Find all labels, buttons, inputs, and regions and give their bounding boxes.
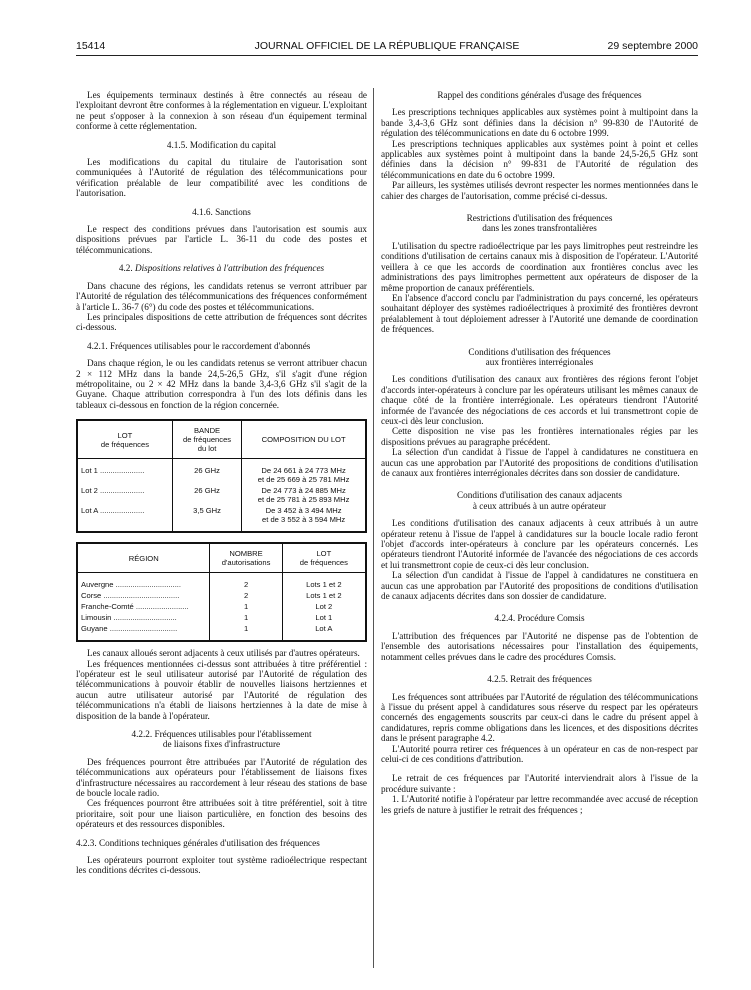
band-cell: 3,5 GHz xyxy=(172,505,241,525)
paragraph: Les opérateurs pourront exploiter tout système radioélectrique respectant les conditions décrites ci-dessous. xyxy=(76,855,367,876)
subheading-transfrontalieres: Restrictions d'utilisation des fréquences dans les zones transfrontalières xyxy=(466,213,613,234)
column-header: LOT de fréquences xyxy=(77,420,172,459)
paragraph: Les prescriptions techniques applicables aux systèmes point à multipoint dans la bande 3,4-3,6 GHz sont définies dans la décision n° 99-830 de l'Autorité de régulation des télécommunications en date du 6 octobre 1999. xyxy=(381,107,698,139)
column-header: RÉGION xyxy=(77,543,210,573)
paragraph: Les prescriptions techniques applicables aux systèmes point à point et celles applicables aux systèmes point à multipoint dans la bande 24,5-26,5 GHz sont définies dans la décision n° 99-831 de l'Autorité de régulation des télécommunications en date du 6 octobre 1999. xyxy=(381,138,698,180)
region-label: Guyane xyxy=(81,624,108,634)
paragraph: Par ailleurs, les systèmes utilisés devront respecter les normes mentionnées dans le cahier des charges de l'autorisation, comme précisé ci-dessus. xyxy=(381,180,698,201)
left-column xyxy=(76,90,367,876)
paragraph: En l'absence d'accord conclu par l'administration du pays concerné, les opérateurs souhaitant déployer des systèmes radioélectriques à proximité des frontières devront préalablement à tout déploiement adresser à l'Autorité une demande de coordination de fréquences. xyxy=(381,292,698,335)
count-cell: 1 xyxy=(210,601,282,612)
paragraph: Dans chaque région, le ou les candidats retenus se verront attribuer chacun 2 × 112 MHz dans la bande 24,5-26,5 GHz, s'il s'agit d'une région métropolitaine, ou 2 × 42 MHz dans la bande 3,4-3,6 GHz s'il s'agit de la Guyane. Chaque attribution correspondra à l'un des lots définis dans les tableaux ci-dessous en fonction de la région concernée. xyxy=(76,358,367,410)
table-row xyxy=(77,579,366,590)
section-heading-4-2-4: 4.2.4. Procédure Comsis xyxy=(494,613,585,624)
lot-cell: Lot A ..................... xyxy=(77,505,172,525)
region-cell: Limousin .............................. xyxy=(77,612,210,623)
column-divider xyxy=(373,88,374,968)
table-row xyxy=(77,590,366,601)
table-row xyxy=(77,465,366,485)
table-row xyxy=(77,505,366,525)
lot-cell: Lot 2 xyxy=(282,601,366,612)
table-row xyxy=(77,601,366,612)
paragraph: La sélection d'un candidat à l'issue de l'appel à candidatures ne constituera en aucun cas une approbation par l'Autorité des propositions de conditions d'utilisation de canaux aux frontières interrégionales décrites dans son dossier de candidature. xyxy=(381,447,698,478)
subheading-interregionales: Conditions d'utilisation des fréquences aux frontières interrégionales xyxy=(468,346,611,367)
region-label: Corse xyxy=(81,591,102,601)
paragraph: Le respect des conditions prévues dans l'autorisation est soumis aux dispositions prévues par l'article L. 36-11 du code des postes et télécommunications. xyxy=(76,224,367,255)
count-cell: 1 xyxy=(210,612,282,623)
composition-cell xyxy=(242,485,366,505)
paragraph: 1. L'Autorité notifie à l'opérateur par lettre recommandée avec accusé de réception les griefs de nature à justifier le retrait des fréquences ; xyxy=(381,794,698,815)
lot-cell: Lot A xyxy=(282,623,366,634)
composition-line: De 24 661 à 24 773 MHz xyxy=(261,466,346,476)
column-header: COMPOSITION DU LOT xyxy=(242,420,366,459)
paragraph: L'attribution des fréquences par l'Autorité ne dispense pas de l'obtention de l'ensemble des autorisations nécessaires pour l'installation des équipements, notamment celles prévues dans le cadre des procédures Comsis. xyxy=(381,630,698,662)
section-number: 4.2. xyxy=(118,263,133,274)
regions-table xyxy=(76,542,367,642)
section-title: Dispositions relatives à l'attribution des fréquences xyxy=(134,263,325,274)
composition-line: De 3 452 à 3 494 MHz xyxy=(265,506,342,516)
band-cell: 26 GHz xyxy=(172,485,241,505)
paragraph: Les équipements terminaux destinés à être connectés au réseau de l'exploitant devront être conformes à la réglementation en vigueur. L'exploitant ne peut s'opposer à la connexion à son réseau d'un équipement terminal conforme à cette réglementation. xyxy=(76,90,367,132)
journal-title: JOURNAL OFFICIEL DE LA RÉPUBLIQUE FRANÇAISE xyxy=(254,40,520,52)
composition-line: et de 25 669 à 25 781 MHz xyxy=(257,475,350,485)
lot-label: Lot 2 xyxy=(81,486,98,496)
region-cell: Guyane ................................ xyxy=(77,623,210,634)
composition-cell xyxy=(242,465,366,485)
table-header-row xyxy=(77,420,366,459)
right-column xyxy=(381,90,698,815)
section-heading-4-2-5: 4.2.5. Retrait des fréquences xyxy=(487,674,592,685)
region-label: Franche-Comté xyxy=(81,602,134,612)
page-number: 15414 xyxy=(76,40,106,52)
paragraph: Des fréquences pourront être attribuées par l'Autorité de régulation des télécommunications aux opérateurs pour l'établissement de liaisons fixes d'infrastructure nécessaires au raccordement à leur réseau des stations de base de boucle locale radio. xyxy=(76,756,367,799)
region-cell: Franche-Comté ......................... xyxy=(77,601,210,612)
lot-cell: Lot 1 xyxy=(282,612,366,623)
count-cell: 1 xyxy=(210,623,282,634)
paragraph: Les fréquences sont attribuées par l'Autorité de régulation des télécommunications à l'issue du présent appel à candidatures sous réserve du respect par les opérateurs concernés des engagements souscrits par ceux-ci dans le cadre du présent appel à candidatures, repris comme obligations dans les licences, et des dispositions décrites dans le présent paragraphe 4.2. xyxy=(381,691,698,744)
publication-date: 29 septembre 2000 xyxy=(607,40,698,52)
paragraph: Le retrait de ces fréquences par l'Autorité interviendrait alors à l'issue de la procédure suivante : xyxy=(381,773,698,794)
count-cell: 2 xyxy=(210,590,282,601)
header-rule xyxy=(76,55,698,56)
region-label: Auvergne xyxy=(81,580,114,590)
band-cell: 26 GHz xyxy=(172,465,241,485)
section-heading-4-1-5: 4.1.5. Modification du capital xyxy=(166,139,277,150)
paragraph: Les principales dispositions de cette attribution de fréquences sont décrites ci-dessous. xyxy=(76,311,367,333)
table-row xyxy=(77,623,366,634)
lot-cell: Lot 1 ..................... xyxy=(77,465,172,485)
lot-cell: Lots 1 et 2 xyxy=(282,590,366,601)
region-label: Limousin xyxy=(81,613,112,623)
composition-line: et de 25 781 à 25 893 MHz xyxy=(257,495,350,505)
count-cell: 2 xyxy=(210,579,282,590)
paragraph: Ces fréquences pourront être attribuées soit à titre préférentiel, soit à titre prioritaire, soit pour une liaison particulière, en fonction des besoins des opérateurs et des ressources disponibles. xyxy=(76,798,367,830)
paragraph: Dans chacune des régions, les candidats retenus se verront attribuer par l'Autorité de régulation des télécommunications des fréquences conformément à l'article L. 36-7 (6°) du code des postes et télécommunications. xyxy=(76,280,367,312)
lot-label: Lot A xyxy=(81,506,98,516)
subheading-canaux-adjacents: Conditions d'utilisation des canaux adjacents à ceux attribués à un autre opérateur xyxy=(457,490,622,511)
table-header-row xyxy=(77,543,366,573)
region-cell: Corse .................................... xyxy=(77,590,210,601)
section-heading-4-1-6: 4.1.6. Sanctions xyxy=(192,206,251,217)
section-heading-4-2-3: 4.2.3. Conditions techniques générales d'utilisation des fréquences xyxy=(76,837,320,848)
lot-cell: Lot 2 ..................... xyxy=(77,485,172,505)
region-cell: Auvergne ............................... xyxy=(77,579,210,590)
table-row xyxy=(77,612,366,623)
paragraph: Les modifications du capital du titulaire de l'autorisation sont communiquées à l'Autorité de régulation des télécommunications pour vérification préalable de leur compatibilité avec les conditions de l'autorisation. xyxy=(76,157,367,199)
paragraph: Les conditions d'utilisation des canaux aux frontières des régions feront l'objet d'accords inter-opérateurs à conclure par les opérateurs utilisant les mêmes canaux de chaque côté de la frontière interrégionale. Les opérateurs tiendront l'Autorité informée de l'avancée des négociations de ces accords et lui transmettront copie de ceux-ci dès leur conclusion. xyxy=(381,374,698,426)
section-heading-4-2-2: 4.2.2. Fréquences utilisables pour l'établissement de liaisons fixes d'infrastructure xyxy=(131,729,312,750)
paragraph: L'utilisation du spectre radioélectrique par les pays limitrophes peut restreindre les conditions d'utilisation de certains canaux mis à disposition de l'opérateur. L'Autorité veillera à ce que les accords de coordination aux frontières conclus avec les administrations des pays limitrophes permettent aux opérateurs de disposer de la même proportion de canaux préférentiels. xyxy=(381,240,698,293)
paragraph: Cette disposition ne vise pas les frontières internationales régies par les dispositions prévues au paragraphe précédent. xyxy=(381,426,698,447)
section-heading-4-2-1: 4.2.1. Fréquences utilisables pour le raccordement d'abonnés xyxy=(87,340,311,351)
composition-cell xyxy=(242,505,366,525)
column-header: BANDE de fréquences du lot xyxy=(172,420,241,459)
page-header xyxy=(76,40,698,54)
column-header: LOT de fréquences xyxy=(282,543,366,573)
lot-cell: Lots 1 et 2 xyxy=(282,579,366,590)
column-header: NOMBRE d'autorisations xyxy=(210,543,282,573)
section-heading-4-2 xyxy=(76,263,367,273)
composition-line: De 24 773 à 24 885 MHz xyxy=(261,486,346,496)
composition-line: et de 3 552 à 3 594 MHz xyxy=(262,515,346,525)
subheading-rappel: Rappel des conditions générales d'usage des fréquences xyxy=(437,90,642,100)
table-row xyxy=(77,485,366,505)
paragraph: Les conditions d'utilisation des canaux adjacents à ceux attribués à un autre opérateur retenu à l'issue de l'appel à candidatures sur la boucle locale radio feront l'objet d'accords inter-opérateurs à conclure par les opérateurs concernés. Les opérateurs tiendront l'Autorité informée de l'avancée des négociations de ces accords et lui transmettront copie de ceux-ci dès leur conclusion. xyxy=(381,518,698,570)
paragraph: Les fréquences mentionnées ci-dessus sont attribuées à titre préférentiel : l'opérateur est le seul utilisateur autorisé par l'Autorité de régulation des télécommunications à pouvoir établir de nouvelles liaisons hertziennes et aucun autre utilisateur autorisé par l'Autorité de régulation des télécommunications n'a établi de liaisons hertziennes à la date de mise à disposition de la bande à l'opérateur. xyxy=(76,658,367,721)
lots-table xyxy=(76,419,367,533)
paragraph: Les canaux alloués seront adjacents à ceux utilisés par d'autres opérateurs. xyxy=(87,648,360,659)
lot-label: Lot 1 xyxy=(81,466,98,476)
paragraph: L'Autorité pourra retirer ces fréquences à un opérateur en cas de non-respect par celui-ci de ces conditions d'attribution. xyxy=(381,743,698,764)
paragraph: La sélection d'un candidat à l'issue de l'appel à candidatures ne constituera en aucun cas une approbation par l'Autorité des propositions de conditions d'utilisation de canaux adjacents décrites dans son dossier de candidature. xyxy=(381,570,698,602)
